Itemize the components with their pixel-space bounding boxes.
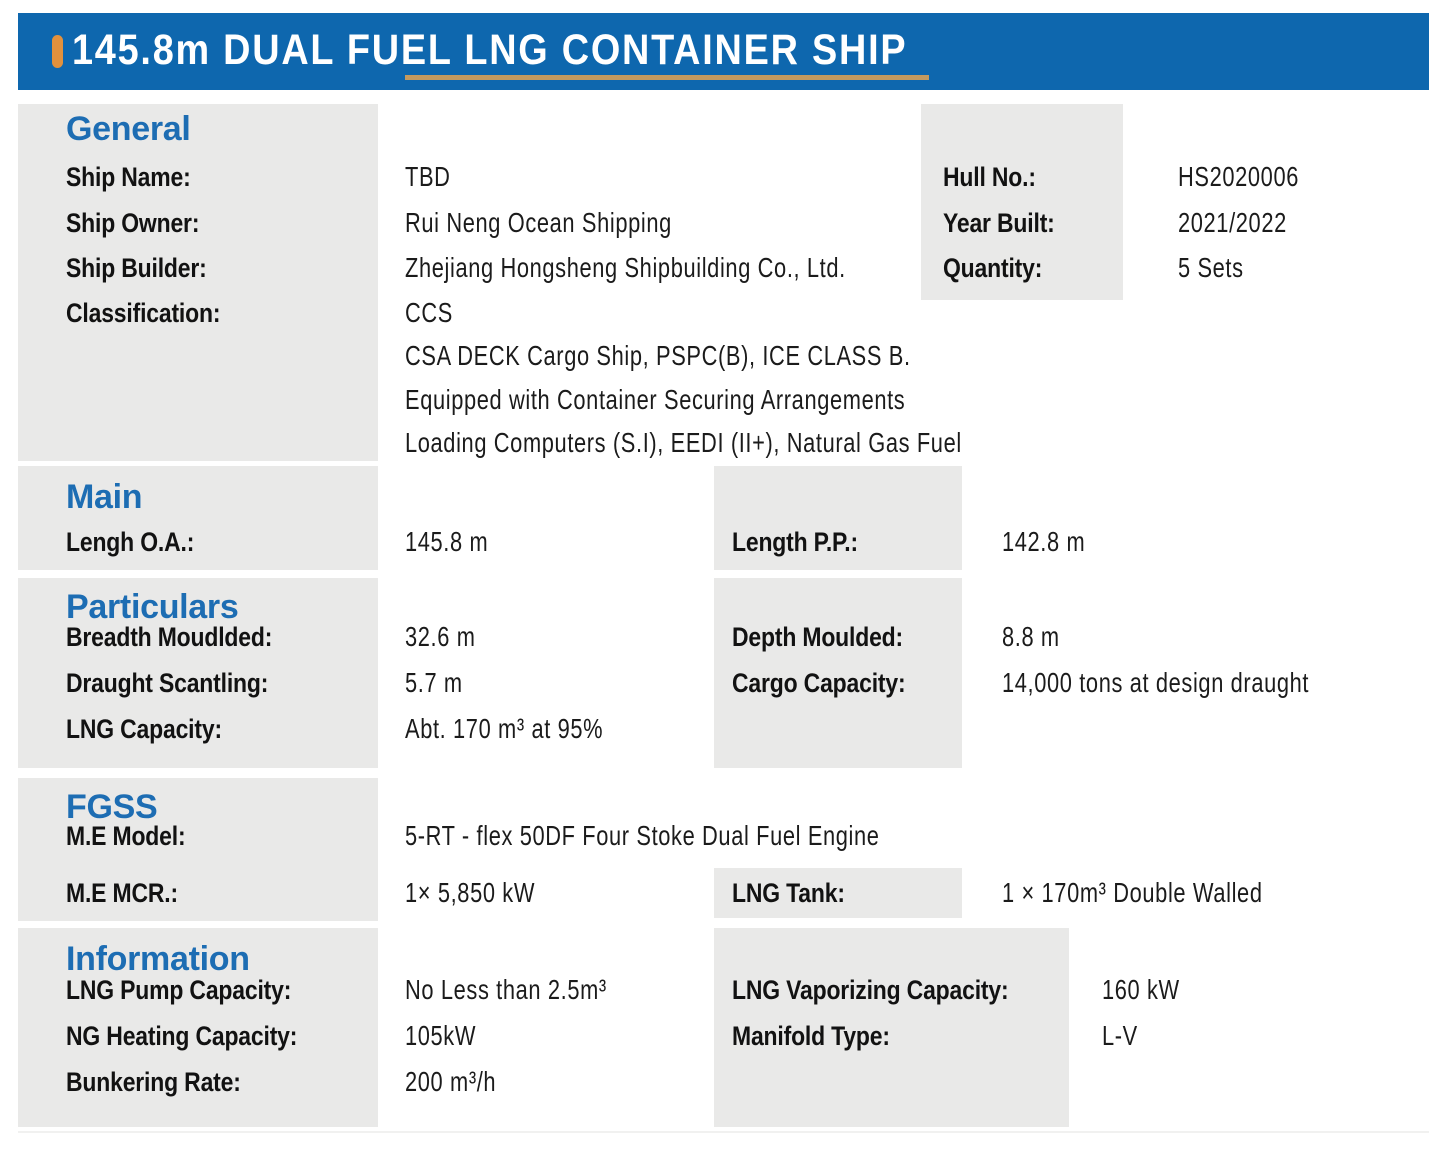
spec-value: TBD	[405, 161, 451, 192]
spec-value: 1 × 170m³ Double Walled	[1002, 877, 1263, 908]
spec-label: Ship Name:	[66, 162, 191, 192]
spec-label: Quantity:	[943, 253, 1043, 283]
spec-value: 5.7 m	[405, 667, 463, 698]
spec-label: Ship Owner:	[66, 208, 200, 238]
spec-value: 32.6 m	[405, 621, 476, 652]
spec-value: 8.8 m	[1002, 621, 1060, 652]
spec-label: Cargo Capacity:	[732, 668, 906, 698]
spec-label: Manifold Type:	[732, 1021, 890, 1051]
spec-label: NG Heating Capacity:	[66, 1021, 298, 1051]
spec-value: 14,000 tons at design draught	[1002, 667, 1310, 698]
spec-value: Zhejiang Hongsheng Shipbuilding Co., Ltd.	[405, 252, 846, 283]
header-band	[18, 13, 1429, 90]
spec-value: Rui Neng Ocean Shipping	[405, 207, 672, 238]
spec-value: No Less than 2.5m³	[405, 974, 607, 1005]
spec-value: Abt. 170 m³ at 95%	[405, 713, 604, 744]
spec-label: Depth Moulded:	[732, 622, 903, 652]
classification-note-line: Equipped with Container Securing Arrangements	[405, 384, 906, 415]
section-heading-general: General	[66, 110, 191, 148]
spec-label: M.E MCR.:	[66, 878, 178, 908]
spec-value: 2021/2022	[1178, 207, 1287, 238]
spec-label: Bunkering Rate:	[66, 1067, 241, 1097]
spec-label: Year Built:	[943, 208, 1055, 238]
spec-label: LNG Capacity:	[66, 714, 222, 744]
spec-value: 1× 5,850 kW	[405, 877, 536, 908]
spec-value: 142.8 m	[1002, 526, 1086, 557]
spec-label: LNG Tank:	[732, 878, 845, 908]
section-heading-information: Information	[66, 940, 250, 978]
spec-label: Ship Builder:	[66, 253, 207, 283]
spec-label: LNG Pump Capacity:	[66, 975, 292, 1005]
title-accent-bar-icon	[52, 35, 63, 68]
spec-value: HS2020006	[1178, 161, 1299, 192]
spec-value: CCS	[405, 297, 453, 328]
section-heading-particulars: Particulars	[66, 588, 239, 626]
spec-label: M.E Model:	[66, 821, 186, 851]
bottom-rule	[18, 1131, 1429, 1133]
spec-value: 160 kW	[1102, 974, 1180, 1005]
spec-label: Length P.P.:	[732, 527, 858, 557]
spec-value: 5-RT - flex 50DF Four Stoke Dual Fuel Engine	[405, 820, 880, 851]
spec-value: 200 m³/h	[405, 1066, 497, 1097]
spec-value: 145.8 m	[405, 526, 489, 557]
section-heading-main: Main	[66, 478, 143, 516]
title-underline	[405, 75, 929, 80]
classification-note-line: CSA DECK Cargo Ship, PSPC(B), ICE CLASS B.	[405, 340, 911, 371]
spec-label: LNG Vaporizing Capacity:	[732, 975, 1009, 1005]
spec-label: Lengh O.A.:	[66, 527, 195, 557]
spec-value: 5 Sets	[1178, 252, 1244, 283]
classification-note-line: Loading Computers (S.I), EEDI (II+), Natural Gas Fuel	[405, 427, 962, 458]
spec-label: Hull No.:	[943, 162, 1036, 192]
spec-label: Draught Scantling:	[66, 668, 269, 698]
spec-label: Classification:	[66, 298, 221, 328]
spec-value: 105kW	[405, 1020, 477, 1051]
section-heading-fgss: FGSS	[66, 788, 158, 826]
doc-title: 145.8m DUAL FUEL LNG CONTAINER SHIP	[72, 26, 908, 74]
spec-value: L-V	[1102, 1020, 1138, 1051]
spec-label: Breadth Moudlded:	[66, 622, 273, 652]
